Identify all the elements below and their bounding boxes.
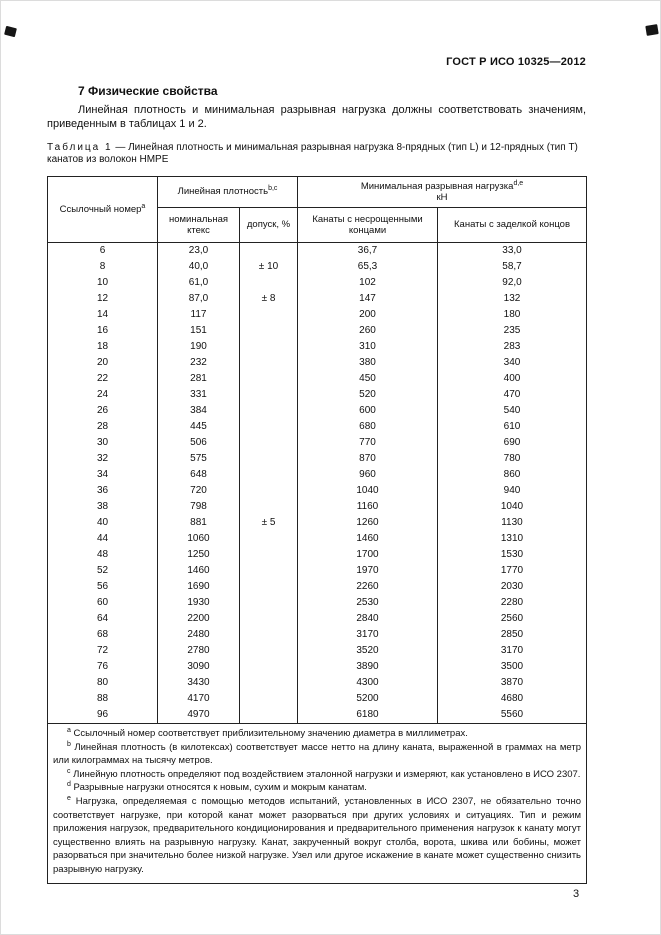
ref-cell: 6 [48,243,158,260]
load-unspliced-cell: 1260 [298,515,438,531]
table-row [48,435,587,451]
content-area [47,84,586,884]
page-number: 3 [573,888,580,900]
document-code-header: ГОСТ Р ИСО 10325—2012 [446,56,586,68]
load-spliced-cell: 400 [438,371,587,387]
ref-cell: 64 [48,611,158,627]
table-row [48,371,587,387]
table-row [48,659,587,675]
ref-cell: 68 [48,627,158,643]
ktex-cell: 87,0 [158,291,240,307]
load-unspliced-cell: 2530 [298,595,438,611]
ref-cell: 18 [48,339,158,355]
load-spliced-cell: 470 [438,387,587,403]
ref-cell: 52 [48,563,158,579]
load-unspliced-cell: 6180 [298,707,438,724]
table-header [48,177,587,243]
col-header-spliced-ends: Канаты с заделкой концов [438,208,587,243]
load-spliced-cell: 2850 [438,627,587,643]
ktex-cell: 2480 [158,627,240,643]
table-row [48,627,587,643]
col-header-tolerance: допуск, % [240,208,298,243]
load-spliced-cell: 780 [438,451,587,467]
ref-cell: 28 [48,419,158,435]
table-caption-text: — Линейная плотность и минимальная разрывная нагрузка 8-прядных (тип L) и 12-прядных (тип T) канатов из волокон HMPE [47,142,578,165]
ktex-cell: 1930 [158,595,240,611]
footnote-marker: a [67,726,71,734]
ref-cell: 24 [48,387,158,403]
load-unit-label: кН [436,192,448,203]
ktex-cell: 575 [158,451,240,467]
load-unspliced-cell: 147 [298,291,438,307]
intro-paragraph: Линейная плотность и минимальная разрывная нагрузка должны соответствовать значениям, приведенным в таблицах 1 и 2. [47,104,586,130]
table-row [48,531,587,547]
ref-cell: 22 [48,371,158,387]
load-spliced-cell: 235 [438,323,587,339]
table-row [48,259,587,275]
ref-cell: 20 [48,355,158,371]
col-group-min-breaking-load-label: Минимальная разрывная нагрузка [360,180,514,192]
load-spliced-cell: 5560 [438,707,587,724]
load-unspliced-cell: 3520 [298,643,438,659]
table-row [48,595,587,611]
ref-cell: 26 [48,403,158,419]
ktex-cell: 2200 [158,611,240,627]
scan-artifact-top-left [4,26,17,37]
col-header-unspliced-ends: Канаты с несрощенными концами [298,208,438,243]
tolerance-cell: ± 5 [240,515,298,724]
footnote: $^a$ Ссылочный номер соответствует приблизительному значению диаметра в миллиметрах. [67,726,468,739]
load-spliced-cell: 1040 [438,499,587,515]
load-spliced-cell: 340 [438,355,587,371]
load-spliced-cell: 1310 [438,531,587,547]
scan-artifact-top-right [645,24,658,36]
footnote: $^c$ Линейную плотность определяют под воздействием эталонной нагрузки и измеряют, как установлено в ИСО 2307. [67,767,581,780]
load-spliced-cell: 690 [438,435,587,451]
table-row [48,387,587,403]
ref-cell: 32 [48,451,158,467]
table-footnotes-section [48,724,587,884]
load-unspliced-cell: 1700 [298,547,438,563]
tolerance-cell: ± 8 [240,291,298,515]
ktex-cell: 23,0 [158,243,240,260]
col-header-nominal-ktex: номинальная ктекс [158,208,240,243]
load-unspliced-cell: 36,7 [298,243,438,260]
ktex-cell: 384 [158,403,240,419]
table-caption [47,142,586,166]
load-unspliced-cell: 960 [298,467,438,483]
table-row [48,451,587,467]
table-row [48,483,587,499]
col-group-min-breaking-load [298,177,587,208]
load-spliced-cell: 2280 [438,595,587,611]
ktex-cell: 117 [158,307,240,323]
table-row [48,403,587,419]
footnote-ref-sup: d,e [513,179,524,187]
load-spliced-cell: 1530 [438,547,587,563]
load-unspliced-cell: 1040 [298,483,438,499]
ktex-cell: 3090 [158,659,240,675]
load-unspliced-cell: 2260 [298,579,438,595]
ref-cell: 10 [48,275,158,291]
table-row [48,547,587,563]
load-spliced-cell: 3170 [438,643,587,659]
load-spliced-cell: 3500 [438,659,587,675]
table-row [48,419,587,435]
ktex-cell: 445 [158,419,240,435]
section-title: 7 Физические свойства [78,84,218,98]
load-unspliced-cell: 680 [298,419,438,435]
ktex-cell: 1460 [158,563,240,579]
ktex-cell: 648 [158,467,240,483]
load-spliced-cell: 1130 [438,515,587,531]
table-row [48,291,587,307]
load-unspliced-cell: 2840 [298,611,438,627]
load-unspliced-cell: 870 [298,451,438,467]
footnote-marker: e [67,794,71,802]
load-spliced-cell: 4680 [438,691,587,707]
ref-cell: 38 [48,499,158,515]
load-unspliced-cell: 380 [298,355,438,371]
load-unspliced-cell: 3890 [298,659,438,675]
load-spliced-cell: 283 [438,339,587,355]
load-unspliced-cell: 310 [298,339,438,355]
footnote-marker: b [67,740,71,748]
table-1 [47,176,587,884]
ktex-cell: 331 [158,387,240,403]
ktex-cell: 40,0 [158,259,240,275]
table-row [48,467,587,483]
table-row [48,515,587,531]
load-unspliced-cell: 450 [298,371,438,387]
table-row [48,611,587,627]
load-spliced-cell: 940 [438,483,587,499]
table-row [48,499,587,515]
table-row [48,323,587,339]
load-spliced-cell: 1770 [438,563,587,579]
table-caption-label: Таблица 1 [47,142,113,153]
load-spliced-cell: 132 [438,291,587,307]
ref-cell: 12 [48,291,158,307]
load-unspliced-cell: 65,3 [298,259,438,275]
table-row [48,675,587,691]
footnotes-cell [48,724,587,884]
ktex-cell: 232 [158,355,240,371]
load-unspliced-cell: 600 [298,403,438,419]
load-spliced-cell: 92,0 [438,275,587,291]
ref-cell: 60 [48,595,158,611]
load-spliced-cell: 610 [438,419,587,435]
table-row [48,307,587,323]
ref-cell: 76 [48,659,158,675]
footnotes-list [53,727,581,877]
table-row [48,275,587,291]
load-unspliced-cell: 1160 [298,499,438,515]
footnote-marker: d [67,781,71,789]
ktex-cell: 506 [158,435,240,451]
footnote-marker: c [67,767,71,775]
ktex-cell: 720 [158,483,240,499]
col-header-reference-number-label: Ссылочный номер [59,203,142,215]
col-group-linear-density-label: Линейная плотность [177,186,269,198]
ktex-cell: 1690 [158,579,240,595]
tolerance-cell: ± 10 [240,243,298,292]
ref-cell: 96 [48,707,158,724]
ktex-cell: 4970 [158,707,240,724]
col-header-reference-number [48,177,158,243]
load-unspliced-cell: 520 [298,387,438,403]
table-row [48,579,587,595]
load-spliced-cell: 3870 [438,675,587,691]
ref-cell: 72 [48,643,158,659]
ref-cell: 8 [48,259,158,275]
ktex-cell: 881 [158,515,240,531]
ref-cell: 56 [48,579,158,595]
table-row [48,563,587,579]
ref-cell: 80 [48,675,158,691]
load-unspliced-cell: 770 [298,435,438,451]
ref-cell: 16 [48,323,158,339]
table-row [48,643,587,659]
ref-cell: 48 [48,547,158,563]
ktex-cell: 4170 [158,691,240,707]
load-spliced-cell: 58,7 [438,259,587,275]
table-row [48,691,587,707]
table-row [48,355,587,371]
load-spliced-cell: 540 [438,403,587,419]
load-spliced-cell: 2560 [438,611,587,627]
load-unspliced-cell: 4300 [298,675,438,691]
load-spliced-cell: 860 [438,467,587,483]
ref-cell: 44 [48,531,158,547]
load-unspliced-cell: 102 [298,275,438,291]
load-unspliced-cell: 200 [298,307,438,323]
col-group-linear-density [158,177,298,208]
ktex-cell: 3430 [158,675,240,691]
load-unspliced-cell: 1460 [298,531,438,547]
ktex-cell: 190 [158,339,240,355]
footnote: $^d$ Разрывные нагрузки относятся к новым, сухим и мокрым канатам. [67,781,367,794]
ktex-cell: 1060 [158,531,240,547]
ref-cell: 30 [48,435,158,451]
ktex-cell: 281 [158,371,240,387]
table-row [48,707,587,724]
load-unspliced-cell: 3170 [298,627,438,643]
ref-cell: 88 [48,691,158,707]
ktex-cell: 2780 [158,643,240,659]
ref-cell: 40 [48,515,158,531]
ktex-cell: 1250 [158,547,240,563]
footnote: $^b$ Линейная плотность (в килотексах) соответствует массе нетто на длину каната, выраженной в граммах на метр или килограммах на тысячу метров. [53,740,581,767]
ktex-cell: 61,0 [158,275,240,291]
ktex-cell: 798 [158,499,240,515]
ktex-cell: 151 [158,323,240,339]
table-body [48,243,587,724]
load-unspliced-cell: 5200 [298,691,438,707]
ref-cell: 14 [48,307,158,323]
load-unspliced-cell: 1970 [298,563,438,579]
ref-cell: 36 [48,483,158,499]
footnote: $^e$ Нагрузка, определяемая с помощью методов испытаний, установленных в ИСО 2307, не обязательно точно соответствует нагрузке, при которой канат может разорваться при других условиях и ситуациях. Тип и режим приложения нагрузок, предварительного кондиционирования и предварительного применения нагрузок к канату могут существенно влиять на разрывную нагрузку. Канат, закрученный вокруг столба, ворота, шкива или бобины, может разорваться при значительно более низкой нагрузке. Узел или другое искажение в канате может существенно снизить разрывную нагрузку. [53,794,581,875]
footnote-ref-sup: b,c [268,185,278,193]
load-spliced-cell: 2030 [438,579,587,595]
footnote-ref-sup: a [141,202,146,210]
table-row [48,339,587,355]
ref-cell: 34 [48,467,158,483]
load-spliced-cell: 33,0 [438,243,587,260]
load-spliced-cell: 180 [438,307,587,323]
load-unspliced-cell: 260 [298,323,438,339]
table-row [48,243,587,260]
